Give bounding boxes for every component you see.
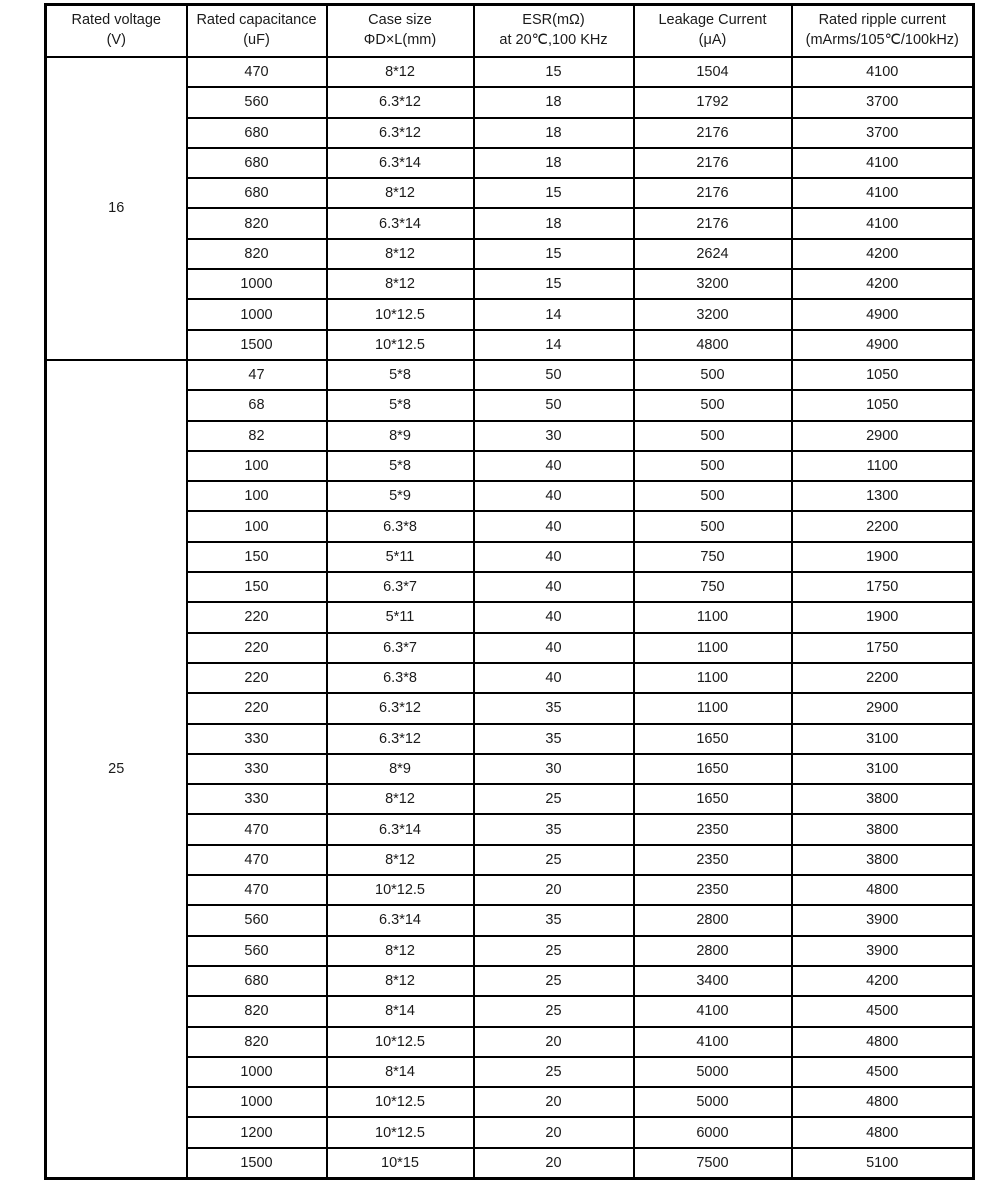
header-esr [474,5,634,58]
capacitance-cell: 47 [187,360,327,390]
leakage-current-cell: 5000 [634,1057,792,1087]
leakage-current-cell: 1650 [634,784,792,814]
ripple-current-cell: 3100 [792,724,974,754]
header-line: (uF) [243,32,270,48]
leakage-current-cell: 4100 [634,1027,792,1057]
case-size-cell: 8*9 [327,421,474,451]
header-ripple-current [792,5,974,58]
ripple-current-cell: 4200 [792,966,974,996]
ripple-current-cell: 1750 [792,633,974,663]
header-line: Rated voltage [71,12,161,29]
header-line: (mArms/105℃/100kHz) [805,32,959,48]
capacitance-cell: 1000 [187,1087,327,1117]
leakage-current-cell: 6000 [634,1117,792,1147]
capacitance-cell: 820 [187,996,327,1026]
esr-cell: 20 [474,1027,634,1057]
capacitance-cell: 330 [187,784,327,814]
header-line: (V) [106,32,126,48]
leakage-current-cell: 1100 [634,693,792,723]
esr-cell: 15 [474,57,634,87]
leakage-current-cell: 3200 [634,299,792,329]
case-size-cell: 10*12.5 [327,1087,474,1117]
ripple-current-cell: 4500 [792,1057,974,1087]
case-size-cell: 6.3*14 [327,905,474,935]
table-header [46,5,974,58]
header-line: Leakage Current [658,12,767,29]
case-size-cell: 10*12.5 [327,875,474,905]
leakage-current-cell: 2176 [634,208,792,238]
ripple-current-cell: 4100 [792,178,974,208]
case-size-cell: 10*12.5 [327,1117,474,1147]
leakage-current-cell: 1100 [634,663,792,693]
esr-cell: 40 [474,511,634,541]
ripple-current-cell: 4100 [792,148,974,178]
case-size-cell: 5*8 [327,360,474,390]
table-row [46,360,974,390]
ripple-current-cell: 4800 [792,1087,974,1117]
case-size-cell: 5*9 [327,481,474,511]
ripple-current-cell: 2200 [792,663,974,693]
ripple-current-cell: 3700 [792,118,974,148]
case-size-cell: 8*12 [327,57,474,87]
ripple-current-cell: 3900 [792,936,974,966]
case-size-cell: 6.3*12 [327,693,474,723]
capacitance-cell: 100 [187,481,327,511]
case-size-cell: 10*12.5 [327,1027,474,1057]
case-size-cell: 8*12 [327,966,474,996]
ripple-current-cell: 5100 [792,1148,974,1179]
leakage-current-cell: 3200 [634,269,792,299]
leakage-current-cell: 1100 [634,602,792,632]
leakage-current-cell: 750 [634,572,792,602]
esr-cell: 35 [474,693,634,723]
case-size-cell: 6.3*8 [327,511,474,541]
ripple-current-cell: 1100 [792,451,974,481]
ripple-current-cell: 4200 [792,239,974,269]
esr-cell: 30 [474,421,634,451]
esr-cell: 40 [474,481,634,511]
capacitance-cell: 330 [187,754,327,784]
header-rated-voltage [46,5,187,58]
leakage-current-cell: 500 [634,360,792,390]
ripple-current-cell: 4200 [792,269,974,299]
ripple-current-cell: 4900 [792,299,974,329]
esr-cell: 25 [474,845,634,875]
header-line: Case size [368,12,432,29]
leakage-current-cell: 3400 [634,966,792,996]
ripple-current-cell: 3800 [792,784,974,814]
case-size-cell: 8*14 [327,996,474,1026]
ripple-current-cell: 1300 [792,481,974,511]
leakage-current-cell: 2350 [634,845,792,875]
leakage-current-cell: 750 [634,542,792,572]
leakage-current-cell: 1504 [634,57,792,87]
capacitance-cell: 470 [187,57,327,87]
capacitance-cell: 560 [187,936,327,966]
capacitance-cell: 220 [187,663,327,693]
case-size-cell: 6.3*14 [327,148,474,178]
esr-cell: 25 [474,936,634,966]
ripple-current-cell: 3700 [792,87,974,117]
esr-cell: 50 [474,360,634,390]
capacitance-cell: 560 [187,905,327,935]
leakage-current-cell: 2624 [634,239,792,269]
esr-cell: 15 [474,269,634,299]
leakage-current-cell: 5000 [634,1087,792,1117]
capacitance-cell: 150 [187,572,327,602]
ripple-current-cell: 2200 [792,511,974,541]
capacitance-cell: 100 [187,511,327,541]
capacitance-cell: 220 [187,693,327,723]
case-size-cell: 8*14 [327,1057,474,1087]
leakage-current-cell: 500 [634,390,792,420]
capacitance-cell: 680 [187,148,327,178]
header-line: ESR(mΩ) [522,12,585,29]
leakage-current-cell: 2350 [634,875,792,905]
ripple-current-cell: 4800 [792,1027,974,1057]
voltage-group-cell: 25 [46,360,187,1179]
case-size-cell: 8*12 [327,845,474,875]
case-size-cell: 10*12.5 [327,330,474,360]
leakage-current-cell: 2350 [634,814,792,844]
capacitance-cell: 150 [187,542,327,572]
capacitance-cell: 100 [187,451,327,481]
esr-cell: 25 [474,966,634,996]
leakage-current-cell: 2176 [634,178,792,208]
esr-cell: 30 [474,754,634,784]
voltage-group-cell: 16 [46,57,187,360]
ripple-current-cell: 1050 [792,390,974,420]
esr-cell: 40 [474,663,634,693]
case-size-cell: 6.3*14 [327,208,474,238]
capacitance-cell: 1000 [187,299,327,329]
capacitance-cell: 82 [187,421,327,451]
ripple-current-cell: 2900 [792,421,974,451]
esr-cell: 15 [474,178,634,208]
capacitance-cell: 1000 [187,1057,327,1087]
case-size-cell: 10*12.5 [327,299,474,329]
capacitance-cell: 1000 [187,269,327,299]
case-size-cell: 6.3*12 [327,87,474,117]
case-size-cell: 8*12 [327,269,474,299]
esr-cell: 18 [474,208,634,238]
ripple-current-cell: 3800 [792,814,974,844]
case-size-cell: 6.3*14 [327,814,474,844]
leakage-current-cell: 1100 [634,633,792,663]
esr-cell: 40 [474,602,634,632]
case-size-cell: 5*11 [327,542,474,572]
case-size-cell: 8*9 [327,754,474,784]
leakage-current-cell: 4800 [634,330,792,360]
leakage-current-cell: 7500 [634,1148,792,1179]
leakage-current-cell: 1650 [634,724,792,754]
ripple-current-cell: 1050 [792,360,974,390]
case-size-cell: 8*12 [327,936,474,966]
esr-cell: 35 [474,905,634,935]
header-line: (μA) [698,32,727,48]
capacitance-cell: 680 [187,178,327,208]
case-size-cell: 5*11 [327,602,474,632]
capacitance-cell: 560 [187,87,327,117]
case-size-cell: 6.3*12 [327,724,474,754]
esr-cell: 25 [474,996,634,1026]
case-size-cell: 5*8 [327,451,474,481]
header-line: ΦD×L(mm) [363,32,437,48]
capacitance-cell: 220 [187,633,327,663]
ripple-current-cell: 4800 [792,1117,974,1147]
esr-cell: 20 [474,1087,634,1117]
capacitance-cell: 1500 [187,1148,327,1179]
esr-cell: 35 [474,724,634,754]
esr-cell: 20 [474,875,634,905]
leakage-current-cell: 2800 [634,905,792,935]
leakage-current-cell: 4100 [634,996,792,1026]
esr-cell: 40 [474,633,634,663]
ripple-current-cell: 1900 [792,602,974,632]
ripple-current-cell: 3900 [792,905,974,935]
ripple-current-cell: 4100 [792,208,974,238]
esr-cell: 40 [474,451,634,481]
esr-cell: 20 [474,1117,634,1147]
capacitance-cell: 68 [187,390,327,420]
header-rated-capacitance [187,5,327,58]
header-row [46,5,974,58]
case-size-cell: 8*12 [327,178,474,208]
capacitance-cell: 820 [187,208,327,238]
leakage-current-cell: 2176 [634,148,792,178]
leakage-current-cell: 500 [634,421,792,451]
ripple-current-cell: 1750 [792,572,974,602]
capacitance-cell: 820 [187,1027,327,1057]
capacitance-cell: 820 [187,239,327,269]
leakage-current-cell: 500 [634,451,792,481]
ripple-current-cell: 4900 [792,330,974,360]
esr-cell: 14 [474,330,634,360]
header-case-size [327,5,474,58]
header-line: Rated capacitance [196,12,317,29]
esr-cell: 20 [474,1148,634,1179]
leakage-current-cell: 500 [634,511,792,541]
ripple-current-cell: 1900 [792,542,974,572]
case-size-cell: 6.3*7 [327,572,474,602]
esr-cell: 18 [474,118,634,148]
table-row [46,57,974,87]
esr-cell: 35 [474,814,634,844]
capacitance-cell: 1200 [187,1117,327,1147]
ripple-current-cell: 2900 [792,693,974,723]
leakage-current-cell: 2176 [634,118,792,148]
esr-cell: 25 [474,784,634,814]
capacitance-cell: 470 [187,875,327,905]
esr-cell: 18 [474,148,634,178]
case-size-cell: 8*12 [327,239,474,269]
capacitance-cell: 680 [187,118,327,148]
case-size-cell: 10*15 [327,1148,474,1179]
ripple-current-cell: 4100 [792,57,974,87]
leakage-current-cell: 500 [634,481,792,511]
esr-cell: 25 [474,1057,634,1087]
esr-cell: 15 [474,239,634,269]
capacitor-spec-table [44,3,975,1180]
esr-cell: 50 [474,390,634,420]
leakage-current-cell: 2800 [634,936,792,966]
capacitance-cell: 680 [187,966,327,996]
header-line: Rated ripple current [818,12,946,29]
ripple-current-cell: 4800 [792,875,974,905]
esr-cell: 40 [474,542,634,572]
esr-cell: 40 [474,572,634,602]
leakage-current-cell: 1650 [634,754,792,784]
capacitance-cell: 470 [187,814,327,844]
ripple-current-cell: 4500 [792,996,974,1026]
leakage-current-cell: 1792 [634,87,792,117]
capacitance-cell: 470 [187,845,327,875]
case-size-cell: 6.3*7 [327,633,474,663]
capacitance-cell: 220 [187,602,327,632]
case-size-cell: 5*8 [327,390,474,420]
case-size-cell: 6.3*12 [327,118,474,148]
case-size-cell: 8*12 [327,784,474,814]
capacitance-cell: 1500 [187,330,327,360]
case-size-cell: 6.3*8 [327,663,474,693]
ripple-current-cell: 3100 [792,754,974,784]
ripple-current-cell: 3800 [792,845,974,875]
esr-cell: 14 [474,299,634,329]
header-line: at 20℃,100 KHz [499,32,608,48]
table-body [46,57,974,1178]
esr-cell: 18 [474,87,634,117]
capacitance-cell: 330 [187,724,327,754]
header-leakage-current [634,5,792,58]
